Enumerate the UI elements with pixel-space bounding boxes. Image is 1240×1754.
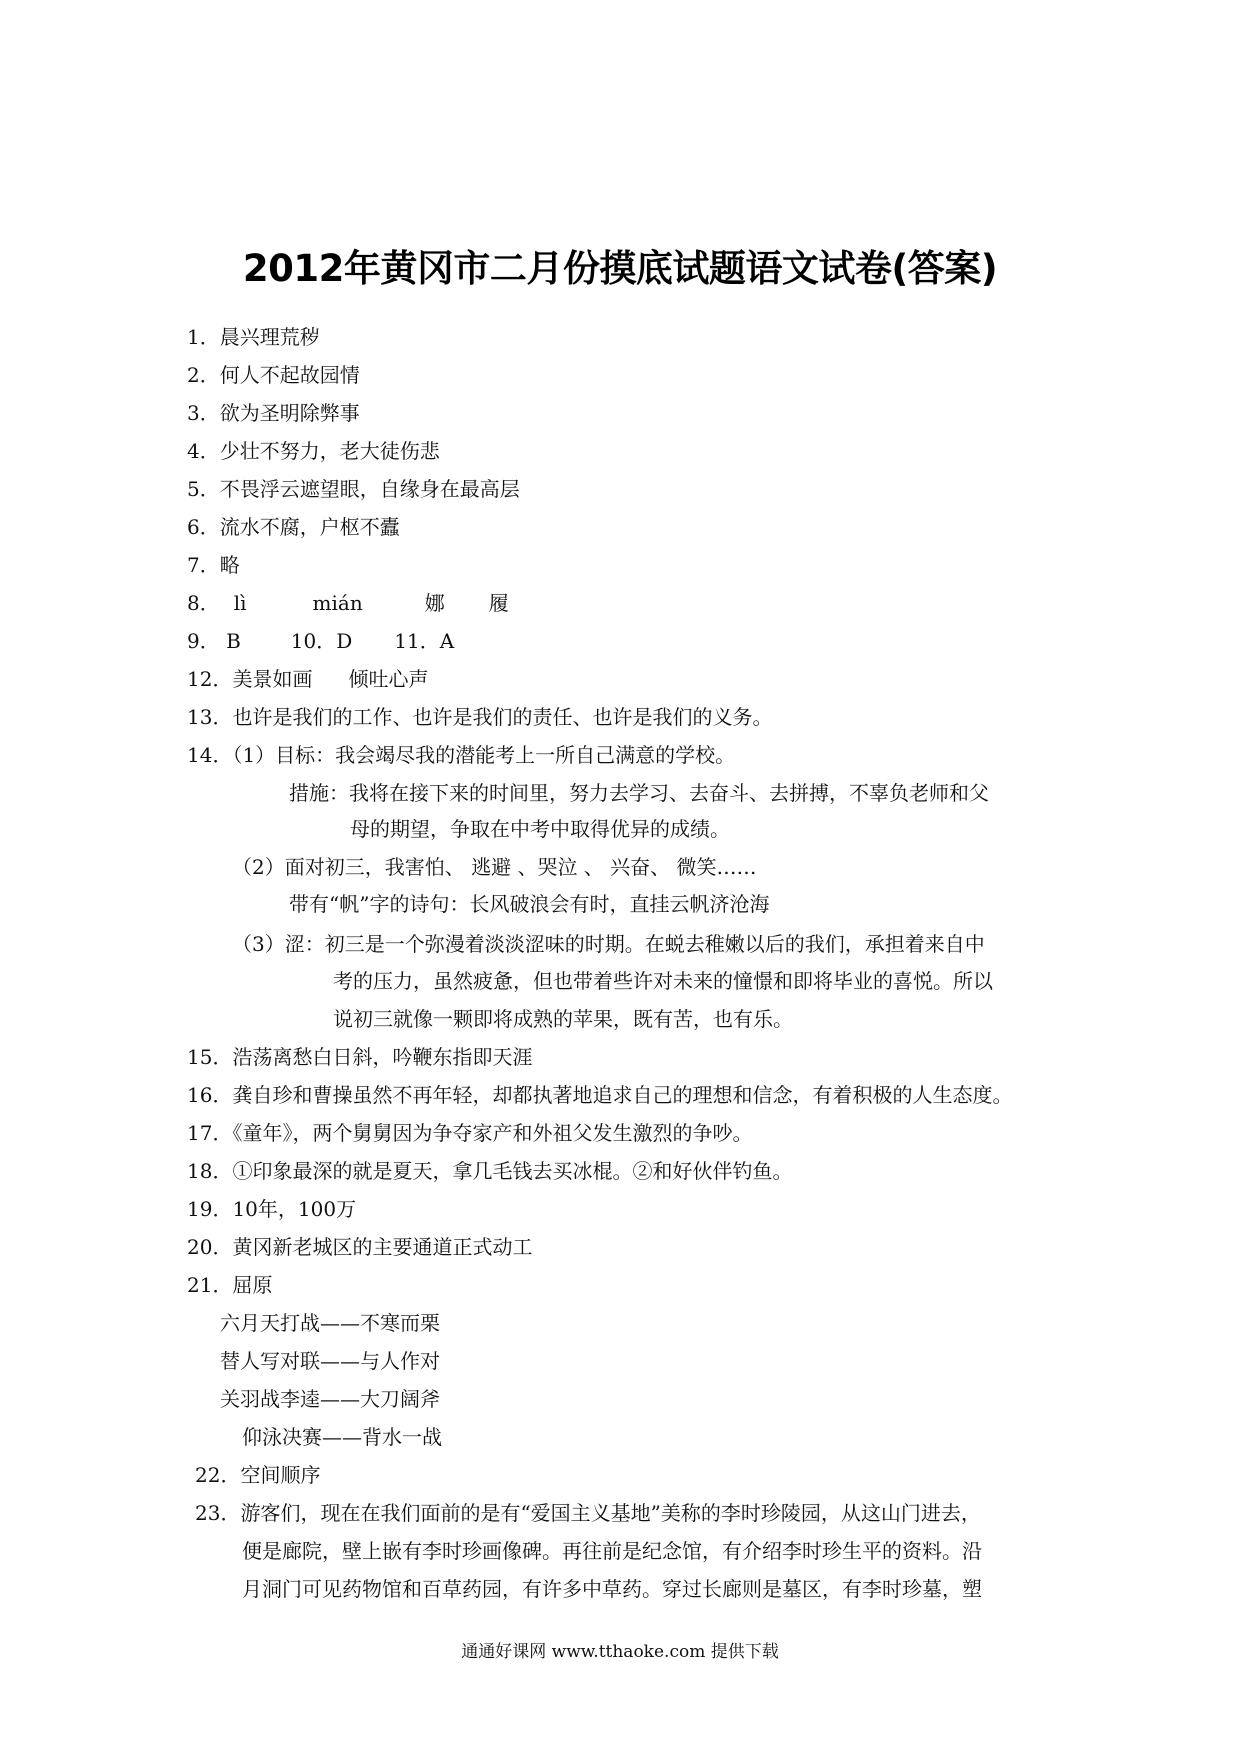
answer-19: 19．10年，100万 bbox=[187, 1197, 357, 1221]
page-title: 2012年黄冈市二月份摸底试题语文试卷(答案) bbox=[242, 247, 998, 290]
answer-22: 22．空间顺序 bbox=[195, 1463, 321, 1487]
answer-13: 13．也许是我们的工作、也许是我们的责任、也许是我们的义务。 bbox=[187, 705, 773, 729]
answer-12-part-1: 美景如画 bbox=[232, 667, 313, 691]
answer-21-line-5: 仰泳决赛——背水一战 bbox=[242, 1425, 442, 1449]
answer-21-line-1: 21．屈原 bbox=[187, 1273, 273, 1297]
answer-14-line-1: 14．（1）目标：我会竭尽我的潜能考上一所自己满意的学校。 bbox=[187, 743, 736, 767]
answer-1: 1．晨兴理荒秽 bbox=[187, 325, 320, 349]
answer-18: 18．①印象最深的就是夏天，拿几毛钱去买冰棍。②和好伙伴钓鱼。 bbox=[187, 1159, 793, 1183]
answer-6: 6．流水不腐，户枢不蠹 bbox=[187, 515, 400, 539]
answer-11: 11．A bbox=[394, 629, 455, 653]
answer-14-line-4: （2）面对初三，我害怕、 逃避 、哭泣 、 兴奋、 微笑…… bbox=[232, 855, 757, 879]
answer-14-line-8: 说初三就像一颗即将成熟的苹果，既有苦，也有乐。 bbox=[333, 1007, 793, 1031]
answer-23-line-2: 便是廊院，壁上嵌有李时珍画像碑。再往前是纪念馆，有介绍李时珍生平的资料。沿 bbox=[242, 1539, 982, 1563]
answer-7: 7．略 bbox=[187, 553, 240, 577]
answer-17: 17．《童年》，两个舅舅因为争夺家产和外祖父发生激烈的争吵。 bbox=[187, 1121, 753, 1145]
answer-9-11 bbox=[187, 627, 454, 655]
answer-12-number: 12． bbox=[187, 667, 233, 691]
answer-8-pinyin-2: mián bbox=[312, 591, 363, 615]
answer-12 bbox=[187, 665, 428, 693]
answer-14-line-5: 带有“帆”字的诗句：长风破浪会有时，直挂云帆济沧海 bbox=[289, 892, 770, 916]
page-footer: 通通好课网 www.tthaoke.com 提供下载 bbox=[461, 1642, 779, 1662]
answer-12-part-2: 倾吐心声 bbox=[348, 667, 429, 691]
answer-3: 3．欲为圣明除弊事 bbox=[187, 401, 360, 425]
answer-5: 5．不畏浮云遮望眼，自缘身在最高层 bbox=[187, 477, 520, 501]
answer-15: 15．浩荡离愁白日斜，吟鞭东指即天涯 bbox=[187, 1045, 533, 1069]
answer-9: 9． B bbox=[187, 629, 241, 653]
answer-23-line-1: 23．游客们，现在在我们面前的是有“爱国主义基地”美称的李时珍陵园，从这山门进去， bbox=[195, 1501, 981, 1525]
answer-20: 20．黄冈新老城区的主要通道正式动工 bbox=[187, 1235, 533, 1259]
answer-14-line-6: （3）涩：初三是一个弥漫着淡淡涩味的时期。在蜕去稚嫩以后的我们，承担着来自中 bbox=[232, 932, 985, 956]
answer-16: 16．龚自珍和曹操虽然不再年轻，却都执著地追求自己的理想和信念，有着积极的人生态度。 bbox=[187, 1083, 1013, 1107]
answer-8-char-2: 履 bbox=[488, 591, 509, 615]
answer-21-line-3: 替人写对联——与人作对 bbox=[220, 1349, 440, 1373]
answer-2: 2．何人不起故园情 bbox=[187, 363, 360, 387]
answer-8-char-1: 娜 bbox=[424, 591, 445, 615]
answer-8-pinyin-1: lì bbox=[233, 591, 247, 615]
answer-14-line-2: 措施：我将在接下来的时间里，努力去学习、去奋斗、去拼搏，不辜负老师和父 bbox=[289, 781, 989, 805]
answer-23-line-3: 月洞门可见药物馆和百草药园，有许多中草药。穿过长廊则是墓区，有李时珍墓，塑 bbox=[242, 1577, 982, 1601]
answer-8-number: 8． bbox=[187, 591, 220, 615]
answer-21-line-2: 六月天打战——不寒而栗 bbox=[220, 1311, 440, 1335]
answer-14-line-3: 母的期望，争取在中考中取得优异的成绩。 bbox=[350, 817, 730, 841]
answer-8 bbox=[187, 589, 509, 617]
answer-21-line-4: 关羽战李逵——大刀阔斧 bbox=[220, 1387, 440, 1411]
answer-4: 4．少壮不努力，老大徒伤悲 bbox=[187, 439, 440, 463]
answer-10: 10．D bbox=[290, 629, 353, 653]
answer-14-line-7: 考的压力，虽然疲惫，但也带着些许对未来的憧憬和即将毕业的喜悦。所以 bbox=[333, 969, 993, 993]
